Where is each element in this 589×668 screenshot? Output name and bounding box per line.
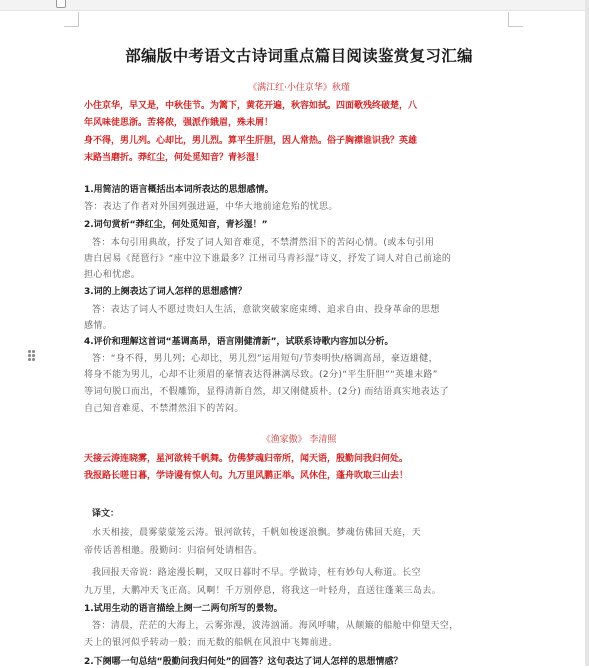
poem1-line: 身不得，男儿列。心却比，男儿烈。算平生肝胆，因人常热。俗子胸襟谁识我？英雄 <box>84 136 418 146</box>
answer-5-line: 天上的银河似乎转动一般；而无数的船帆在风浪中飞舞前进。 <box>84 638 338 648</box>
poem2-heading: 《渔家傲》 李清照 <box>261 435 337 445</box>
translation-line: 九万里，大鹏冲天飞正高。风啊！千万别停息，将我这一叶轻舟，直送往蓬莱三岛去。 <box>84 586 442 596</box>
poem2-line: 天接云涛连晓雾，星河欲转千帆舞。仿佛梦魂归帝所，闻天语，殷勤问我归何处。 <box>84 454 409 464</box>
question-3: 3.词的上阕表达了词人怎样的思想感情？ <box>84 287 247 297</box>
answer-4-line: 答：“身不得，男儿列；心却比，男儿烈”运用短句/节奏明快/格调高昂，豪迈雄健， <box>92 354 438 364</box>
answer-5-line: 答：清晨，茫茫的大海上，云雾弥漫，波涛汹涌。海风呼啸，从颠簸的船舱中仰望天空， <box>92 621 459 631</box>
poem2-line: 我报路长嗟日暮，学诗谩有惊人句。九万里风鹏正举。风休住，蓬舟吹取三山去！ <box>84 471 409 481</box>
top-ruler-strip <box>0 0 589 11</box>
answer-4-line: 自己知音难觅、不禁潸然泪下的苦闷。 <box>84 404 244 414</box>
translation-label: 译文： <box>92 509 120 519</box>
page-margin-corner-left <box>64 12 79 27</box>
answer-1: 答：表达了作者对外国列强进逼，中华大地前途危殆的忧思。 <box>84 202 338 212</box>
answer-4-line: 等词句脱口而出，不假雕饰，显得清新自然，却又刚健质朴。(2分) 而结语真实地表达了 <box>84 387 450 397</box>
question-4: 4.评价和理解这首词“基调高昂，语言刚健清新”，试联系诗歌内容加以分析。 <box>84 337 394 347</box>
page-margin-corner-right <box>508 12 523 27</box>
question-2: 2.词句赏析“莽红尘，何处觅知音，青衫湿！” <box>84 220 268 230</box>
window-right-edge <box>585 0 589 666</box>
answer-2-line: 答：本句引用典故，抒发了词人知音难觅，不禁潸然泪下的苦闷心情。(或本句引用 <box>92 238 435 248</box>
answer-3-line: 答：表达了词人不愿过贵妇人生活，意欲突破家庭束缚、追求自由、投身革命的思想 <box>92 305 440 315</box>
translation-line: 水天相接，晨雾蒙蒙笼云涛。银河欲转，千帆如梭逐浪飘。梦魂仿佛回天庭，天 <box>92 528 422 538</box>
question-5: 1.试用生动的语言描绘上阕一二两句所写的景物。 <box>84 604 283 614</box>
page-title: 部编版中考语文古诗词重点篇目阅读鉴赏复习汇编 <box>125 46 473 65</box>
answer-2-line: 担心和忧虑。 <box>84 270 141 280</box>
poem1-heading: 《满江红·小住京华》秋瑾 <box>248 83 350 93</box>
answer-3-line: 感情。 <box>84 321 113 331</box>
answer-2-line: 唐白居易《琵琶行》“座中泣下谁最多？江州司马青衫湿”诗义，抒发了词人对自己前途的 <box>84 254 452 264</box>
translation-line: 我回报天帝说：路途漫长啊，又叹日暮时不早。学做诗，枉有妙句人称道。长空 <box>92 568 422 578</box>
poem1-line: 小住京华，早又是，中秋佳节。为篱下，黄花开遍，秋容如拭。四面歌残终破楚，八 <box>84 101 418 111</box>
answer-4-line: 将身不能为男儿，心却不让须眉的豪情表达得淋漓尽致。(2分)“平生肝胆”“英雄末路” <box>84 370 438 380</box>
page-anchor-handle[interactable] <box>56 0 66 8</box>
translation-line: 帝传话善相邀。殷勤问：归宿何处请相告。 <box>84 546 263 556</box>
poem1-line: 末路当磨折。莽红尘，何处觅知音？青衫湿！ <box>84 153 265 163</box>
poem1-line: 年风味徒思浙。苦将侬，强派作娥眉，殊未屑！ <box>84 118 274 128</box>
drag-handle-icon[interactable] <box>28 350 36 364</box>
question-1: 1.用简洁的语言概括出本词所表达的思想感情。 <box>84 185 274 195</box>
question-6-partial: 2.下阕哪一句总结“殷勤问我归何处”的回答？这句表达了词人怎样的思想情感？ <box>84 657 403 667</box>
